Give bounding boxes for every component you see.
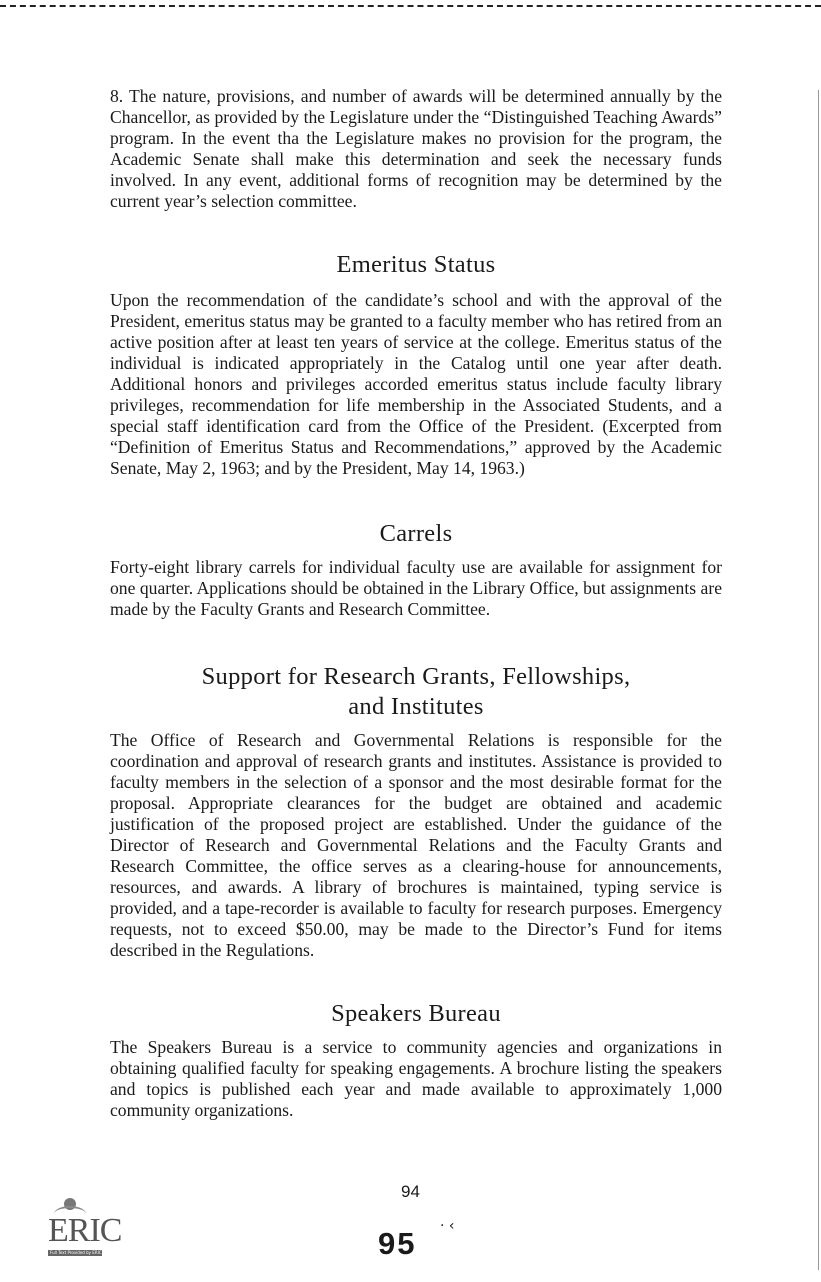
support-heading bbox=[110, 662, 722, 722]
eric-logo-text: ERIC bbox=[48, 1212, 122, 1249]
intro-paragraph: 8. The nature, provisions, and number of awards will be determined annually by the Chancellor, as provided by the Legislature under the “Distinguished Teaching Awards” program. In the event tha the Legislature makes no provision for the program, the Academic Senate shall make this determination and seek the necessary funds involved. In any event, additional forms of recognition may be determined by the current year’s selection committee. bbox=[110, 86, 722, 211]
support-paragraph: The Office of Research and Governmental Relations is responsible for the coordination and approval of research grants and institutes. Assistance is provided to faculty members in the selection of a sponsor and the most desirable format for the proposal. Appropriate clearances for the budget are obtained and academic justification of the proposed project are established. Under the guidance of the Director of Research and Governmental Relations and the Faculty Grants and Research Committee, the office serves as a clearing-house for announcements, resources, and awards. A library of brochures is maintained, typing service is provided, and a tape-recorder is available to faculty for research purposes. Emergency requests, not to exceed $50.00, may be made to the Director’s Fund for items described in the Regulations. bbox=[110, 730, 722, 960]
support-heading-line2: and Institutes bbox=[348, 693, 484, 720]
eric-logo bbox=[48, 1196, 122, 1256]
emeritus-heading: Emeritus Status bbox=[336, 251, 496, 278]
top-border-line bbox=[0, 5, 821, 7]
carrels-paragraph: Forty-eight library carrels for individual faculty use are available for assignment for one quarter. Applications should be obtained in the Library Office, but assignments are made by the Faculty Grants and Research Committee. bbox=[110, 557, 722, 619]
right-page-edge bbox=[818, 90, 819, 1270]
stamp-number: 95 bbox=[378, 1226, 417, 1261]
stamp-mark: · ‹ bbox=[440, 1218, 455, 1234]
eric-logo-subtext: Full Text Provided by ERIC bbox=[50, 1250, 102, 1255]
support-heading-line1: Support for Research Grants, Fellowships, bbox=[201, 663, 631, 690]
document-page bbox=[110, 86, 722, 1121]
carrels-heading: Carrels bbox=[379, 520, 453, 547]
speakers-paragraph: The Speakers Bureau is a service to community agencies and organizations in obtaining qualified faculty for speaking engagements. A brochure listing the speakers and topics is published each year and made available to approximately 1,000 community organizations. bbox=[110, 1037, 722, 1120]
speakers-heading: Speakers Bureau bbox=[331, 1000, 501, 1027]
emeritus-paragraph: Upon the recommendation of the candidate’s school and with the approval of the President, emeritus status may be granted to a faculty member who has retired from an active position after at least ten years of service at the college. Emeritus status of the individual is indicated appropriately in the Catalog until one year after death. Additional honors and privileges accorded emeritus status include faculty library privileges, recommendation for life membership in the Associated Students, and a special staff identification card from the Office of the President. (Excerpted from “Definition of Emeritus Status and Recommendations,” approved by the Academic Senate, May 2, 1963; and by the President, May 14, 1963.) bbox=[110, 290, 722, 478]
page-number: 94 bbox=[401, 1182, 420, 1201]
